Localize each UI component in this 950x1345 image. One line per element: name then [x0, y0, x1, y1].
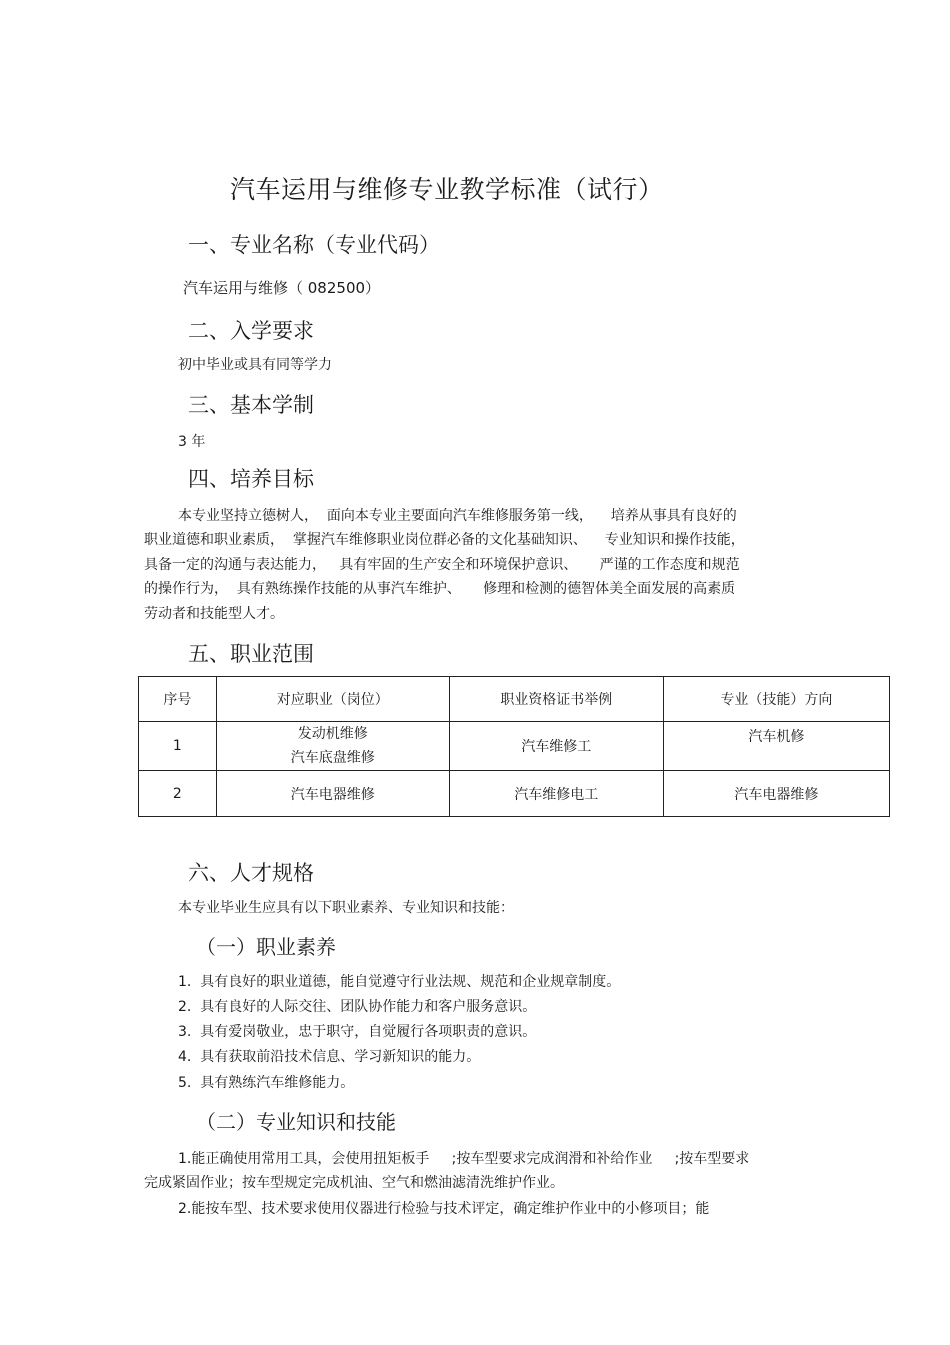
list-item: 5. 具有熟练汽车维修能力。 — [178, 1075, 355, 1091]
table-cell-jobs: 汽车电器维修 — [216, 771, 449, 817]
table-row — [139, 722, 890, 771]
section-4-line: 本专业坚持立德树人， 面向本专业主要面向汽车维修服务第一线， 培养从事具有良好的 — [178, 508, 737, 524]
section-2-heading: 二、入学要求 — [188, 319, 314, 343]
job-item: 发动机维修 — [297, 726, 368, 742]
job-item: 汽车底盘维修 — [290, 750, 375, 766]
table-cell-jobs — [216, 722, 449, 771]
paragraph-line: 1.能正确使用常用工具，会使用扭矩板手 ;按车型要求完成润滑和补给作业 ;按车型要求 — [178, 1151, 750, 1167]
table-cell-number: 1 — [139, 722, 217, 771]
section-5-heading: 五、职业范围 — [188, 642, 314, 666]
table-header-row — [139, 677, 890, 722]
subsection-1-heading: （一）职业素养 — [196, 935, 336, 959]
list-item: 4. 具有获取前沿技术信息、学习新知识的能力。 — [178, 1049, 481, 1065]
section-2-body: 初中毕业或具有同等学力 — [178, 357, 332, 373]
table-row — [139, 771, 890, 817]
section-1-body: 汽车运用与维修（ 082500） — [183, 279, 381, 297]
page-title: 汽车运用与维修专业教学标准（试行） — [230, 175, 664, 204]
section-3-heading: 三、基本学制 — [188, 393, 314, 417]
section-1-heading: 一、专业名称（专业代码） — [188, 233, 440, 257]
section-4-line: 职业道德和职业素质， 掌握汽车维修职业岗位群必备的文化基础知识、 专业知识和操作技能， — [144, 532, 745, 548]
list-item: 2. 具有良好的人际交往、团队协作能力和客户服务意识。 — [178, 999, 537, 1015]
section-6-heading: 六、人才规格 — [188, 861, 314, 885]
table-cell-direction: 汽车电器维修 — [663, 771, 889, 817]
table-header-cell: 序号 — [139, 677, 217, 722]
paragraph-line: 完成紧固作业；按车型规定完成机油、空气和燃油滤清洗维护作业。 — [144, 1175, 564, 1191]
section-3-body: 3 年 — [178, 434, 206, 450]
subsection-2-heading: （二）专业知识和技能 — [196, 1110, 396, 1134]
section-4-line: 劳动者和技能型人才。 — [144, 606, 284, 622]
table-cell-number: 2 — [139, 771, 217, 817]
paragraph-line: 2.能按车型、技术要求使用仪器进行检验与技术评定，确定维护作业中的小修项目；能 — [178, 1201, 710, 1217]
table-header-cell: 专业（技能）方向 — [663, 677, 889, 722]
career-scope-table — [138, 676, 890, 817]
section-4-heading: 四、培养目标 — [188, 467, 314, 491]
table-header-cell: 对应职业（岗位） — [216, 677, 449, 722]
section-4-line: 的操作行为， 具有熟练操作技能的从事汽车维护、 修理和检测的德智体美全面发展的高素质 — [144, 581, 736, 597]
list-item: 1. 具有良好的职业道德，能自觉遵守行业法规、规范和企业规章制度。 — [178, 974, 621, 990]
table-header-cell: 职业资格证书举例 — [449, 677, 663, 722]
table-cell-direction — [663, 722, 889, 771]
table-cell-certificate: 汽车维修电工 — [449, 771, 663, 817]
section-4-line: 具备一定的沟通与表达能力， 具有牢固的生产安全和环境保护意识、 严谨的工作态度和规范 — [144, 557, 740, 573]
table-cell-certificate: 汽车维修工 — [449, 722, 663, 771]
section-6-intro: 本专业毕业生应具有以下职业素养、专业知识和技能： — [178, 900, 514, 916]
list-item: 3. 具有爱岗敬业，忠于职守，自觉履行各项职责的意识。 — [178, 1024, 537, 1040]
direction-text: 汽车机修 — [748, 729, 805, 745]
